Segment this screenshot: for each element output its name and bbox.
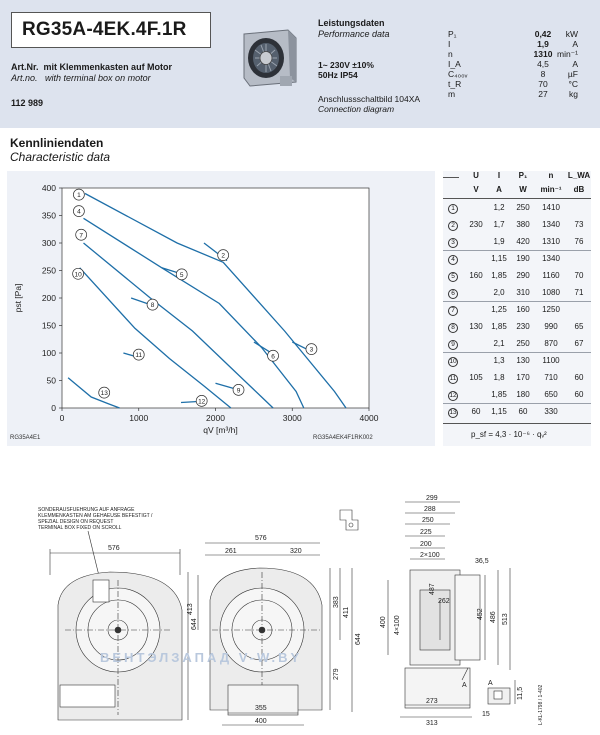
cell-P: 60: [518, 407, 528, 416]
cell-P: 130: [516, 356, 530, 365]
dim-383: 383: [333, 596, 340, 608]
voltage-line: 1~ 230V ±10%: [318, 60, 374, 70]
drawings-svg: [0, 480, 600, 735]
spec-unit: A: [572, 39, 578, 49]
kenn-title-de: Kennliniendaten: [10, 136, 104, 150]
spec-value: 4,5: [537, 59, 549, 69]
y-tick-label: 250: [41, 265, 56, 276]
dim-576-middle: 576: [255, 535, 267, 542]
table-row: [443, 338, 591, 349]
y-tick-label: 50: [46, 375, 56, 386]
unit-LWA: dB: [573, 185, 585, 194]
spec-value: 27: [538, 89, 548, 99]
dim-261: 261: [225, 548, 237, 555]
cell-P: 230: [516, 322, 530, 331]
dim-411: 411: [343, 606, 350, 618]
dim-200: 200: [420, 541, 432, 548]
cell-n: 1340: [542, 220, 560, 229]
table-rule: [443, 198, 591, 199]
cell-n: 990: [544, 322, 558, 331]
curve-number-badge: 4: [448, 255, 458, 265]
curve-number-badge: 9: [448, 340, 458, 350]
cell-I: 1,7: [493, 220, 505, 229]
row-curve-id: [446, 236, 460, 248]
row-curve-id: [446, 270, 460, 282]
header-I: I: [497, 171, 501, 180]
cell-P: 290: [516, 271, 530, 280]
cell-n: 1410: [542, 203, 560, 212]
cell-I: 2,0: [493, 288, 505, 297]
spec-unit: µF: [567, 69, 578, 79]
x-tick-label: 3000: [282, 413, 302, 423]
curve-number-badge: 7: [448, 306, 458, 316]
cell-U: 160: [469, 271, 483, 280]
cell-P: 190: [516, 254, 530, 263]
dim-400: 400: [255, 718, 267, 725]
cell-P: 250: [516, 203, 530, 212]
conn-en: Connection diagram: [318, 104, 395, 114]
cell-U: 60: [471, 407, 481, 416]
table-group-rule: [443, 352, 591, 353]
artnr-label-de: Art.Nr.: [11, 62, 39, 72]
row-curve-id: [446, 219, 460, 231]
spec-symbol: n: [448, 49, 453, 59]
table-row: [443, 236, 591, 247]
curve-label: 11: [135, 352, 143, 360]
dim-513: 513: [502, 613, 509, 625]
cell-I: 1,2: [493, 203, 505, 212]
special-design-note: [38, 507, 153, 531]
curve-label: 7: [79, 232, 83, 240]
dim-486: 486: [490, 611, 497, 623]
performance-heading: [318, 18, 390, 40]
table-row: [443, 406, 591, 417]
cell-U: 130: [469, 322, 483, 331]
curve-label: 10: [74, 271, 82, 279]
row-curve-id: [446, 355, 460, 367]
curve-label: 6: [271, 353, 275, 361]
chart-code-right: RG35A4EK4F1RK002: [313, 435, 373, 441]
drawing-code: L-KL-1798 / 1-402: [538, 684, 544, 725]
cell-P: 380: [516, 220, 530, 229]
dimension-drawings: [0, 480, 600, 735]
dim-644-left: 644: [191, 618, 198, 630]
table-row: [443, 304, 591, 315]
spec-unit: kW: [565, 29, 578, 39]
note-line: KLEMMENKASTEN AM GEHAEUSE BEFESTIGT /: [38, 513, 153, 519]
dim-36-5: 36,5: [475, 558, 489, 565]
spec-row: [448, 29, 578, 39]
characteristic-chart: [7, 171, 435, 446]
curve-label: 9: [236, 387, 241, 395]
unit-I: A: [496, 185, 502, 194]
dim-576-left: 576: [108, 545, 120, 552]
artnr-label-en: Art.no.: [11, 73, 38, 83]
y-tick-label: 350: [41, 210, 56, 221]
x-tick-label: 1000: [129, 413, 149, 423]
spec-symbol: I: [448, 39, 451, 49]
row-curve-id: [446, 321, 460, 333]
y-tick-label: 200: [41, 293, 56, 303]
dim-413: 413: [187, 603, 194, 615]
artnr-text-de: mit Klemmenkasten auf Motor: [43, 62, 173, 72]
cell-n: 1100: [542, 356, 560, 365]
curve-number-badge: 12: [449, 392, 457, 399]
spec-row: [448, 59, 578, 69]
table-row: [443, 270, 591, 281]
curve-number-badge: 2: [448, 221, 458, 231]
front-view-middle: [187, 510, 362, 725]
curve-label: 13: [100, 390, 108, 398]
x-axis-label: qV [m³/h]: [203, 425, 238, 435]
row-curve-id: [446, 304, 460, 316]
frequency-protection: 50Hz IP54: [318, 70, 358, 80]
unit-P1: W: [519, 185, 527, 194]
artnr-text-en: with terminal box on motor: [45, 73, 151, 83]
spec-value: 0,42: [534, 29, 552, 39]
dim-11-5: 11,5: [517, 686, 524, 700]
table-units-row: [443, 185, 591, 198]
voltage-info: [318, 60, 374, 80]
dim-355: 355: [255, 705, 267, 712]
table-row: [443, 389, 591, 400]
y-tick-label: 100: [41, 348, 56, 358]
table-row: [443, 372, 591, 383]
row-curve-id: [446, 372, 460, 384]
product-code: 112 989: [11, 98, 44, 108]
cell-n: 650: [544, 390, 558, 399]
front-view-left: [50, 545, 198, 720]
table-row: [443, 321, 591, 332]
chart-code-left: RG35A4E1: [10, 435, 41, 441]
detail-A: [482, 680, 544, 725]
note-line: SPEZIAL DESIGN ON REQUEST: [38, 519, 114, 525]
row-curve-id: [446, 287, 460, 299]
cell-U: 230: [469, 220, 483, 229]
spec-symbol: C₄₀₀ᵥ: [448, 69, 468, 79]
mark-A-detail: A: [488, 680, 493, 687]
cell-I: 1,15: [491, 254, 507, 263]
spec-symbol: I_A: [448, 59, 461, 69]
cell-L: 71: [574, 288, 584, 297]
y-tick-label: 400: [41, 183, 56, 193]
dim-2x100: 2×100: [420, 552, 440, 559]
cell-L: 76: [574, 237, 584, 246]
y-tick-label: 150: [41, 320, 56, 331]
cell-n: 1160: [542, 271, 560, 280]
table-group-rule: [443, 301, 591, 302]
cell-I: 1,3: [493, 356, 505, 365]
note-line: TERMINAL BOX FIXED ON SCROLL: [38, 525, 122, 531]
table-row: [443, 287, 591, 298]
x-tick-label: 0: [59, 413, 65, 423]
chart-svg: [7, 171, 435, 446]
cell-I: 1,85: [491, 322, 507, 331]
row-curve-id: [446, 389, 460, 401]
dim-273: 273: [426, 698, 438, 705]
dim-400-vertical: 400: [380, 616, 387, 628]
dim-288: 288: [424, 506, 436, 513]
curve-number-badge: 3: [448, 238, 458, 248]
table-row: [443, 253, 591, 264]
spec-unit: kg: [569, 89, 578, 99]
kenn-title-en: Characteristic data: [10, 150, 111, 164]
cell-P: 160: [516, 305, 530, 314]
table-row: [443, 355, 591, 366]
row-curve-id: [446, 202, 460, 214]
spec-list: [448, 29, 578, 99]
unit-U: V: [473, 185, 479, 194]
spec-symbol: m: [448, 89, 456, 99]
cell-L: 67: [574, 339, 584, 348]
spec-row: [448, 69, 578, 79]
cell-L: 73: [574, 220, 584, 229]
watermark: ВЕНТЭЛЗАПАД V-W.BY: [100, 650, 303, 665]
dim-4x100: 4×100: [394, 615, 401, 635]
perf-title-de: Leistungsdaten: [318, 18, 385, 28]
curve-label: 4: [77, 208, 81, 216]
curve-label: 5: [179, 271, 184, 279]
spec-row: [448, 79, 578, 89]
cell-n: 330: [544, 407, 558, 416]
spec-row: [448, 49, 578, 59]
curve-label: 2: [221, 252, 225, 260]
spec-value: 8: [540, 69, 546, 79]
cell-I: 1,85: [491, 390, 507, 399]
table-header-row: [443, 171, 591, 184]
curve-number-badge: 8: [448, 323, 458, 333]
header-P1: P₁: [518, 171, 528, 180]
note-line: SONDERAUSFUEHRUNG AUF ANFRAGE: [38, 507, 135, 513]
cell-n: 1080: [542, 288, 560, 297]
y-axis-label: pst [Pa]: [13, 283, 23, 313]
spec-unit: min⁻¹: [556, 49, 578, 59]
spec-value: 1,9: [537, 39, 549, 49]
cell-n: 1250: [542, 305, 560, 314]
table-rule: [443, 177, 459, 178]
row-curve-id: [446, 338, 460, 350]
cell-P: 180: [516, 390, 530, 399]
cell-U: 105: [469, 373, 483, 382]
dim-313: 313: [426, 720, 438, 727]
dim-15: 15: [482, 711, 490, 718]
header-LWA: L_WA: [567, 171, 591, 180]
fan-photo: [236, 20, 306, 94]
cell-L: 60: [574, 373, 584, 382]
model-title: RG35A-4EK.4F.1R: [22, 19, 187, 40]
cell-L: 60: [574, 390, 584, 399]
dim-225: 225: [420, 529, 432, 536]
curve-label: 12: [198, 398, 206, 406]
table-rule: [443, 423, 591, 424]
perf-title-en: Performance data: [318, 29, 390, 39]
spec-symbol: t_R: [448, 79, 462, 89]
spec-unit: °C: [568, 79, 578, 89]
dim-279: 279: [333, 668, 340, 680]
dim-644-middle: 644: [355, 633, 362, 645]
connection-diagram-info: [318, 94, 420, 114]
cell-L: 65: [574, 322, 584, 331]
curve-label: 8: [150, 302, 155, 310]
cell-n: 1310: [542, 237, 560, 246]
curve-label: 3: [309, 346, 314, 354]
cell-I: 1,8: [493, 373, 505, 382]
curve-label: 1: [77, 192, 81, 200]
mark-A-side: A: [462, 682, 467, 689]
cell-P: 170: [516, 373, 530, 382]
spec-unit: A: [572, 59, 578, 69]
spec-row: [448, 89, 578, 99]
cell-P: 250: [516, 339, 530, 348]
spec-value: 1310: [533, 49, 553, 59]
table-row: [443, 219, 591, 230]
curve-number-badge: 11: [449, 375, 457, 382]
performance-table: [443, 171, 591, 446]
table-group-rule: [443, 250, 591, 251]
dim-262: 262: [438, 598, 450, 605]
dim-452: 452: [477, 608, 484, 620]
dim-250: 250: [422, 517, 434, 524]
cell-n: 710: [544, 373, 558, 382]
curve-number-badge: 13: [449, 409, 457, 416]
cell-P: 310: [516, 288, 530, 297]
dim-320: 320: [290, 548, 302, 555]
article-info: [11, 62, 172, 84]
cell-I: 1,9: [493, 237, 505, 246]
cell-I: 2,1: [493, 339, 505, 348]
spec-row: [448, 39, 578, 49]
cell-I: 1,85: [491, 271, 507, 280]
header-n: n: [548, 171, 554, 180]
spec-value: 70: [538, 79, 548, 89]
cell-L: 70: [574, 271, 584, 280]
dim-487: 487: [429, 583, 436, 595]
x-tick-label: 4000: [359, 413, 379, 423]
curve-number-badge: 5: [448, 272, 458, 282]
formula: p_sf = 4,3 · 10⁻⁶ · qᵥ²: [471, 430, 547, 439]
curve-number-badge: 6: [448, 289, 458, 299]
x-tick-label: 2000: [206, 413, 225, 423]
cell-P: 420: [516, 237, 530, 246]
curve-number-badge: 10: [449, 358, 457, 365]
cell-I: 1,15: [491, 407, 507, 416]
cell-n: 1340: [542, 254, 560, 263]
cell-n: 870: [544, 339, 558, 348]
y-tick-label: 0: [51, 403, 56, 413]
conn-de: Anschlussschaltbild 104XA: [318, 94, 421, 104]
unit-n: min⁻¹: [540, 185, 562, 194]
curve-number-badge: 1: [448, 204, 458, 214]
table-group-rule: [443, 403, 591, 404]
row-curve-id: [446, 406, 460, 418]
characteristic-heading: [10, 136, 110, 164]
spec-symbol: P₁: [448, 29, 457, 39]
cell-I: 1,25: [491, 305, 507, 314]
dim-299: 299: [426, 495, 438, 502]
model-box: [11, 12, 211, 48]
table-row: [443, 202, 591, 213]
row-curve-id: [446, 253, 460, 265]
y-tick-label: 300: [41, 238, 56, 248]
header-U: U: [473, 171, 479, 180]
